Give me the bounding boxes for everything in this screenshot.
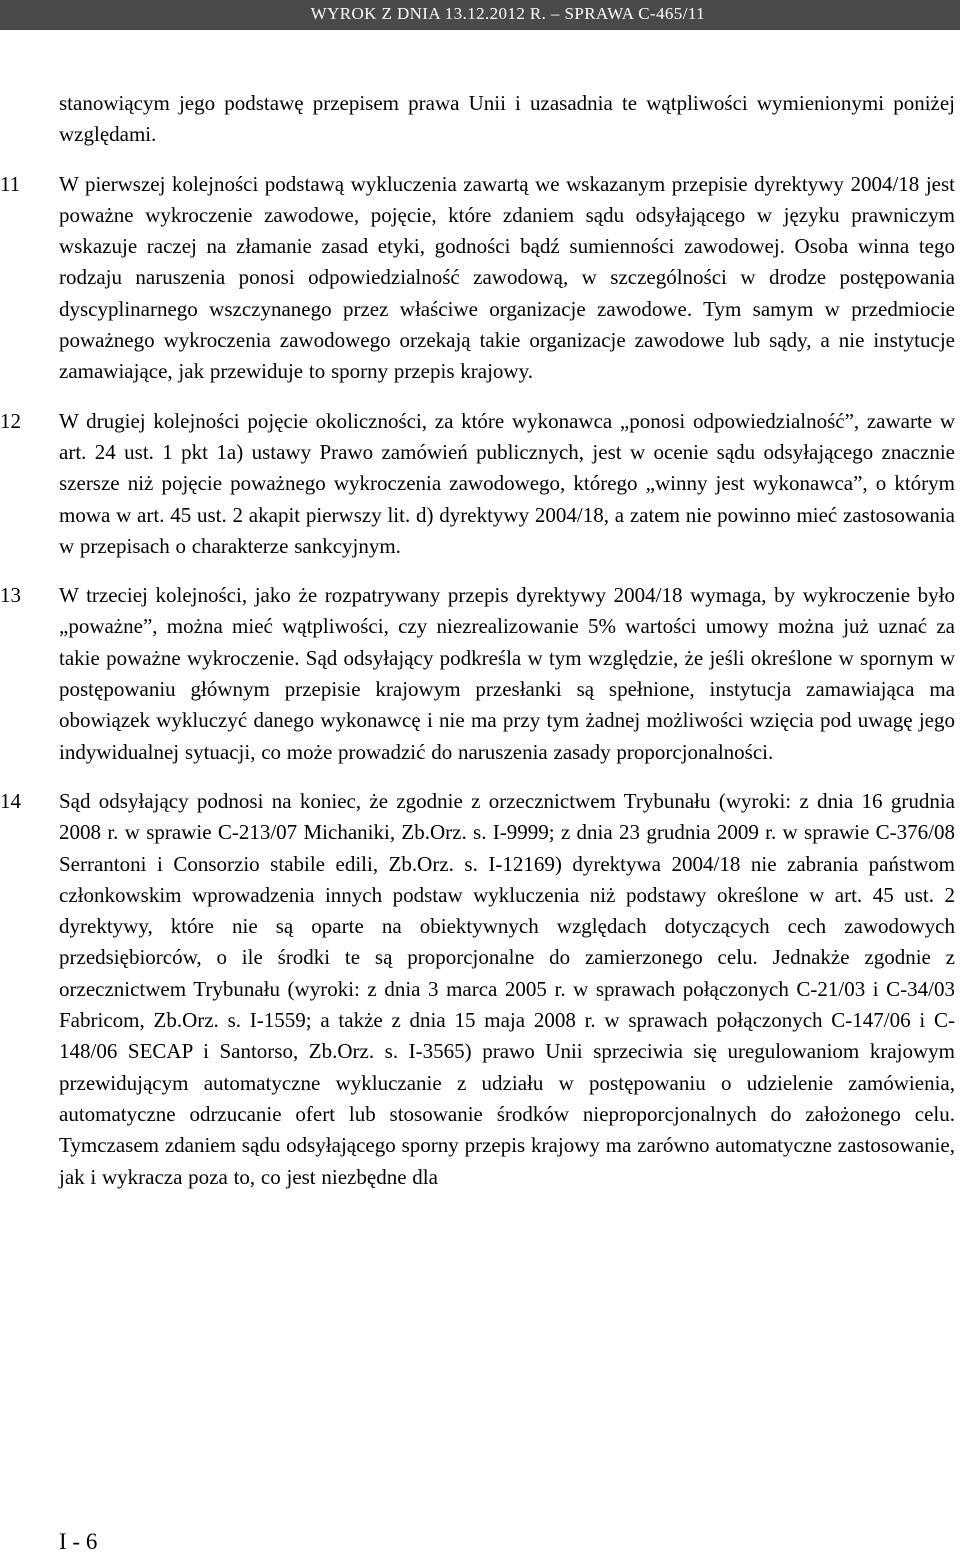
paragraph-12 <box>0 406 960 562</box>
paragraph-number: 14 <box>0 788 21 813</box>
document-body <box>0 88 960 1211</box>
paragraph-continuation <box>0 88 960 151</box>
paragraph-number: 13 <box>0 583 21 608</box>
paragraph-14 <box>0 786 960 1193</box>
running-header <box>0 0 960 30</box>
paragraph-text: stanowiącym jego podstawę przepisem prawa Unii i uzasadnia te wątpliwości wymienionymi poniżej względami. <box>59 91 955 147</box>
paragraph-text: W trzeciej kolejności, jako że rozpatrywany przepis dyrektywy 2004/18 wymaga, by wykroczenie było „poważne”, można mieć wątpliwości, czy niezrealizowanie 5% wartości umowy można już uznać za takie poważne wykroczenie. Sąd odsyłający podkreśla w tym względzie, że jeśli określone w spornym w postępowaniu głównym przepisie krajowym przesłanki są spełnione, instytucja zamawiająca ma obowiązek wykluczyć danego wykonawcę i nie ma przy tym żadnej możliwości wzięcia pod uwagę jego indywidualnej sytuacji, co może prowadzić do naruszenia zasady proporcjonalności. <box>59 583 955 764</box>
paragraph-number: 12 <box>0 408 21 433</box>
paragraph-number: 11 <box>0 171 21 196</box>
page-number: I - 6 <box>59 1529 98 1554</box>
running-header-title: WYROK Z DNIA 13.12.2012 R. – SPRAWA C-465/11 <box>310 4 705 23</box>
paragraph-13 <box>0 580 960 768</box>
paragraph-11 <box>0 169 960 388</box>
paragraph-text: Sąd odsyłający podnosi na koniec, że zgodnie z orzecznictwem Trybunału (wyroki: z dnia 16 grudnia 2008 r. w sprawie C-213/07 Michaniki, Zb.Orz. s. I-9999; z dnia 23 grudnia 2009 r. w sprawie C-376/08 Serrantoni i Consorzio stabile edili, Zb.Orz. s. I-12169) dyrektywa 2004/18 nie zabrania państwom członkowskim wprowadzenia innych podstaw wykluczenia niż podstawy określone w art. 45 ust. 2 dyrektywy, które nie są oparte na obiektywnych względach dotyczących cech zawodowych przedsiębiorców, o ile środki te są proporcjonalne do zamierzonego celu. Jednakże zgodnie z orzecznictwem Trybunału (wyroki: z dnia 3 marca 2005 r. w sprawach połączonych C-21/03 i C-34/03 Fabricom, Zb.Orz. s. I-1559; a także z dnia 15 maja 2008 r. w sprawach połączonych C-147/06 i C-148/06 SECAP i Santorso, Zb.Orz. s. I-3565) prawo Unii sprzeciwia się uregulowaniom krajowym przewidującym automatyczne wykluczanie z udziału w postępowaniu o udzielenie zamówienia, automatyczne odrzucanie ofert lub stosowanie środków nieproporcjonalnych do założonego celu. Tymczasem zdaniem sądu odsyłającego sporny przepis krajowy ma zarówno automatyczne zastosowanie, jak i wykracza poza to, co jest niezbędne dla <box>59 788 955 1189</box>
paragraph-text: W drugiej kolejności pojęcie okoliczności, za które wykonawca „ponosi odpowiedzialność”, zawarte w art. 24 ust. 1 pkt 1a) ustawy Prawo zamówień publicznych, jest w ocenie sądu odsyłającego znacznie szersze niż pojęcie poważnego wykroczenia zawodowego, którego „winny jest wykonawca”, o którym mowa w art. 45 ust. 2 akapit pierwszy lit. d) dyrektywy 2004/18, a zatem nie powinno mieć zastosowania w przepisach o charakterze sankcyjnym. <box>59 408 955 558</box>
paragraph-text: W pierwszej kolejności podstawą wykluczenia zawartą we wskazanym przepisie dyrektywy 2004/18 jest poważne wykroczenie zawodowe, pojęcie, które zdaniem sądu odsyłającego w języku prawniczym wskazuje raczej na złamanie zasad etyki, godności bądź sumienności zawodowej. Osoba winna tego rodzaju naruszenia ponosi odpowiedzialność zawodową, w szczególności w drodze postępowania dyscyplinarnego wszczynanego przez właściwe organizacje zawodowe. Tym samym w przedmiocie poważnego wykroczenia zawodowego orzekają takie organizacje zawodowe lub sądy, a nie instytucje zamawiające, jak przewiduje to sporny przepis krajowy. <box>59 171 955 384</box>
